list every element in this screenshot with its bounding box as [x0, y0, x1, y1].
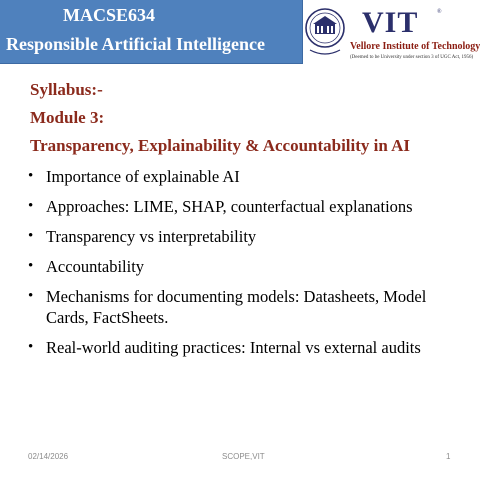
- course-code: MACSE634: [63, 5, 156, 25]
- list-item: [26, 286, 466, 328]
- footer-organization: SCOPE,VIT: [222, 452, 265, 461]
- bullet-icon: •: [28, 258, 34, 274]
- bullet-text: Importance of explainable AI: [46, 167, 240, 186]
- bullet-text: Approaches: LIME, SHAP, counterfactual explanations: [46, 197, 413, 216]
- bullet-text: Mechanisms for documenting models: Datasheets, Model Cards, FactSheets.: [46, 287, 427, 327]
- bullet-icon: •: [28, 198, 34, 214]
- bullet-list: [26, 166, 466, 367]
- bullet-text: Accountability: [46, 257, 145, 276]
- syllabus-label: Syllabus:-: [30, 80, 103, 99]
- list-item: [26, 196, 466, 217]
- module-label: Module 3:: [30, 108, 105, 127]
- course-title: Responsible Artificial Intelligence: [6, 34, 265, 54]
- registered-mark: ®: [437, 9, 442, 15]
- list-item: [26, 166, 466, 187]
- institute-name: Vellore Institute of Technology: [350, 41, 480, 52]
- bullet-text: Real-world auditing practices: Internal vs external audits: [46, 338, 421, 357]
- university-seal-icon: [304, 6, 346, 62]
- list-item: [26, 256, 466, 277]
- vit-logo: [304, 6, 480, 64]
- vit-wordmark: VIT: [362, 6, 419, 39]
- page-number: 1: [446, 452, 451, 461]
- deemed-university-note: (Deemed to be University under section 3 of UGC Act, 1956): [350, 55, 474, 60]
- footer-date: 02/14/2026: [28, 452, 69, 461]
- bullet-icon: •: [28, 339, 34, 355]
- bullet-icon: •: [28, 288, 34, 304]
- list-item: [26, 226, 466, 247]
- title-banner: [0, 0, 303, 64]
- list-item: [26, 337, 466, 358]
- bullet-icon: •: [28, 228, 34, 244]
- bullet-text: Transparency vs interpretability: [46, 227, 257, 246]
- module-title: Transparency, Explainability & Accountability in AI: [30, 136, 411, 155]
- bullet-icon: •: [28, 168, 34, 184]
